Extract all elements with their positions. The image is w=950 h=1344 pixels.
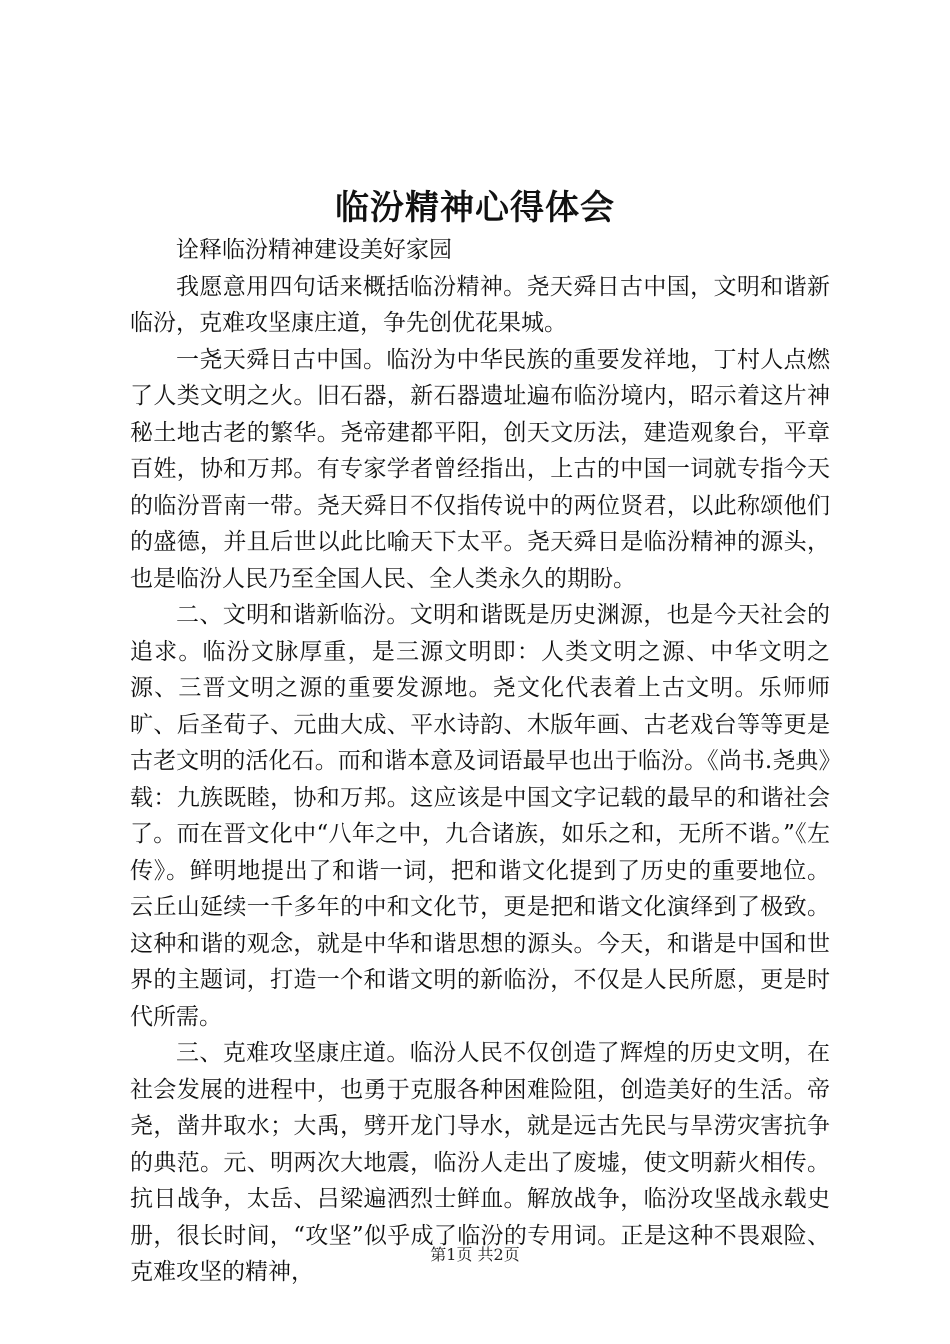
page-number-footer: 第1页 共2页 bbox=[430, 1245, 520, 1264]
document-body bbox=[130, 232, 830, 1291]
intro-paragraph: 我愿意用四句话来概括临汾精神。尧天舜日古中国，文明和谐新临汾，克难攻坚康庄道，争先创优花果城。 bbox=[130, 273, 830, 336]
section-three-paragraph: 三、克难攻坚康庄道。临汾人民不仅创造了辉煌的历史文明，在社会发展的进程中，也勇于克服各种困难险阻，创造美好的生活。帝尧，凿井取水；大禹，劈开龙门导水，就是远古先民与旱涝灾害抗争的典范。元、明两次大地震，临汾人走出了废墟，使文明薪火相传。抗日战争，太岳、吕梁遍洒烈士鲜血。解放战争，临汾攻坚战永载史册，很长时间，“攻坚”似乎成了临汾的专用词。正是这种不畏艰险、克难攻坚的精神， bbox=[130, 1040, 830, 1285]
section-two-paragraph: 二、文明和谐新临汾。文明和谐既是历史渊源，也是今天社会的追求。临汾文脉厚重，是三源文明即：人类文明之源、中华文明之源、三晋文明之源的重要发源地。尧文化代表着上古文明。乐师师旷、后圣荀子、元曲大成、平水诗韵、木版年画、古老戏台等等更是古老文明的活化石。而和谐本意及词语最早也出于临汾。《尚书.尧典》载：九族既睦，协和万邦。这应该是中国文字记载的最早的和谐社会了。而在晋文化中“八年之中，九合诸族，如乐之和，无所不谐。”《左传》。鲜明地提出了和谐一词，把和谐文化提到了历史的重要地位。云丘山延续一千多年的中和文化节，更是把和谐文化演绎到了极致。这种和谐的观念，就是中华和谐思想的源头。今天，和谐是中国和世界的主题词，打造一个和谐文明的新临汾，不仅是人民所愿，更是时代所需。 bbox=[130, 602, 830, 1030]
subtitle-paragraph: 诠释临汾精神建设美好家园 bbox=[176, 237, 452, 263]
document-title: 临汾精神心得体会 bbox=[335, 188, 615, 228]
section-one-paragraph: 一尧天舜日古中国。临汾为中华民族的重要发祥地，丁村人点燃了人类文明之火。旧石器，新石器遗址遍布临汾境内，昭示着这片神秘土地古老的繁华。尧帝建都平阳，创天文历法，建造观象台，平章百姓，协和万邦。有专家学者曾经指出，上古的中国一词就专指今天的临汾晋南一带。尧天舜日不仅指传说中的两位贤君，以此称颂他们的盛德，并且后世以此比喻天下太平。尧天舜日是临汾精神的源头，也是临汾人民乃至全国人民、全人类永久的期盼。 bbox=[130, 346, 830, 592]
